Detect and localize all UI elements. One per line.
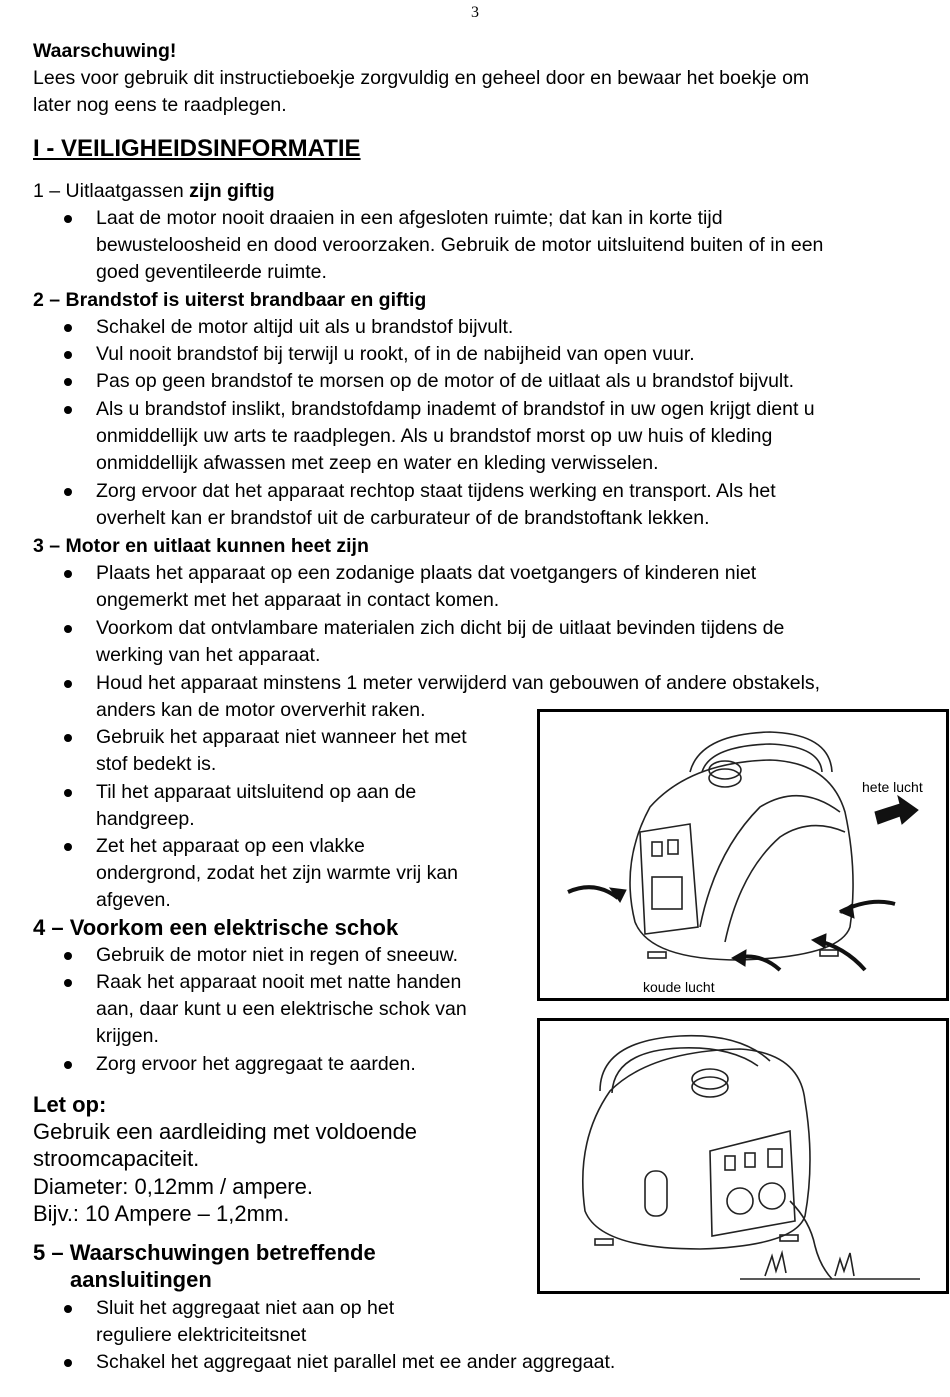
bullet-text: Pas op geen brandstof te morsen op de motor of de uitlaat als u brandstof bijvult. [96,370,795,392]
s2-heading: 2 – Brandstof is uiterst brandbaar en giftig [33,289,427,311]
bullet-dot [64,406,72,414]
bullet-dot [64,952,72,960]
bullet-dot [64,789,72,797]
bullet-text: Vul nooit brandstof bij terwijl u rookt, of in de nabijheid van open vuur. [96,343,695,365]
bullet-text: handgreep. [96,808,195,830]
bullet-text: onmiddellijk afwassen met zeep en water en kleding verwisselen. [96,452,659,474]
s1-heading-bold: zijn giftig [189,180,275,202]
generator-airflow-illustration [540,712,946,998]
bullet-text: stof bedekt is. [96,753,217,775]
warning-title: Waarschuwing! [33,40,177,62]
s1-heading-plain: 1 – Uitlaatgassen [33,180,190,202]
bullet-text: aan, daar kunt u een elektrische schok van [96,998,467,1020]
bullet-text: reguliere elektriciteitsnet [96,1324,307,1346]
bullet-text: Til het apparaat uitsluitend op aan de [96,781,417,803]
page-number: 3 [471,4,479,21]
bullet-dot [64,680,72,688]
bullet-text: goed geventileerde ruimte. [96,261,327,283]
bullet-dot [64,324,72,332]
bullet-text: ongemerkt met het apparaat in contact komen. [96,589,500,611]
bullet-text: anders kan de motor oververhit raken. [96,699,426,721]
s5-heading: 5 – Waarschuwingen betreffende [33,1240,376,1265]
warning-line: Lees voor gebruik dit instructieboekje zorgvuldig en geheel door en bewaar het boekje om [33,67,810,89]
bullet-dot [64,734,72,742]
s3-heading: 3 – Motor en uitlaat kunnen heet zijn [33,535,369,557]
bullet-dot [64,1359,72,1367]
bullet-text: Zorg ervoor het aggregaat te aarden. [96,1053,416,1075]
bullet-dot [64,570,72,578]
bullet-text: Voorkom dat ontvlambare materialen zich dicht bij de uitlaat bevinden tijdens de [96,617,785,639]
bullet-text: Gebruik de motor niet in regen of sneeuw. [96,944,459,966]
generator-grounding-illustration [540,1021,946,1291]
bullet-text: werking van het apparaat. [96,644,321,666]
label-hot-air: hete lucht [862,779,923,795]
bullet-text: Schakel het aggregaat niet parallel met ee ander aggregaat. [96,1351,616,1373]
bullet-text: Laat de motor nooit draaien in een afgesloten ruimte; dat kan in korte tijd [96,207,723,229]
bullet-text: Gebruik het apparaat niet wanneer het met [96,726,467,748]
bullet-dot [64,378,72,386]
bullet-dot [64,843,72,851]
figure-grounding [537,1018,949,1294]
bullet-text: Houd het apparaat minstens 1 meter verwijderd van gebouwen of andere obstakels, [96,672,821,694]
bullet-dot [64,215,72,223]
bullet-dot [64,979,72,987]
note-line: stroomcapaciteit. [33,1146,200,1171]
note-line: Diameter: 0,12mm / ampere. [33,1174,313,1199]
bullet-text: Sluit het aggregaat niet aan op het [96,1297,395,1319]
label-cold-air: koude lucht [643,979,715,995]
bullet-text: Plaats het apparaat op een zodanige plaats dat voetgangers of kinderen niet [96,562,757,584]
warning-line: later nog eens te raadplegen. [33,94,287,116]
note-line: Gebruik een aardleiding met voldoende [33,1119,418,1144]
bullet-text: ondergrond, zodat het zijn warmte vrij kan [96,862,459,884]
bullet-dot [64,488,72,496]
bullet-text: Raak het apparaat nooit met natte handen [96,971,462,993]
s4-heading: 4 – Voorkom een elektrische schok [33,915,399,940]
s5-heading: aansluitingen [70,1267,212,1292]
bullet-text: krijgen. [96,1025,159,1047]
s1-heading [33,178,275,205]
note-title: Let op: [33,1092,107,1117]
note-line: Bijv.: 10 Ampere – 1,2mm. [33,1201,290,1226]
bullet-text: Zet het apparaat op een vlakke [96,835,365,857]
bullet-dot [64,625,72,633]
figure-airflow [537,709,949,1001]
section-title: I - VEILIGHEIDSINFORMATIE [33,135,361,162]
bullet-dot [64,351,72,359]
bullet-text: Zorg ervoor dat het apparaat rechtop staat tijdens werking en transport. Als het [96,480,776,502]
bullet-text: Schakel de motor altijd uit als u brandstof bijvult. [96,316,514,338]
bullet-text: overhelt kan er brandstof uit de carburateur of de brandstoftank lekken. [96,507,710,529]
bullet-dot [64,1305,72,1313]
bullet-text: onmiddellijk uw arts te raadplegen. Als u brandstof morst op uw huis of kleding [96,425,773,447]
bullet-text: afgeven. [96,889,171,911]
bullet-text: bewusteloosheid en dood veroorzaken. Gebruik de motor uitsluitend buiten of in een [96,234,824,256]
bullet-dot [64,1061,72,1069]
bullet-text: Als u brandstof inslikt, brandstofdamp inademt of brandstof in uw ogen krijgt dient u [96,398,815,420]
